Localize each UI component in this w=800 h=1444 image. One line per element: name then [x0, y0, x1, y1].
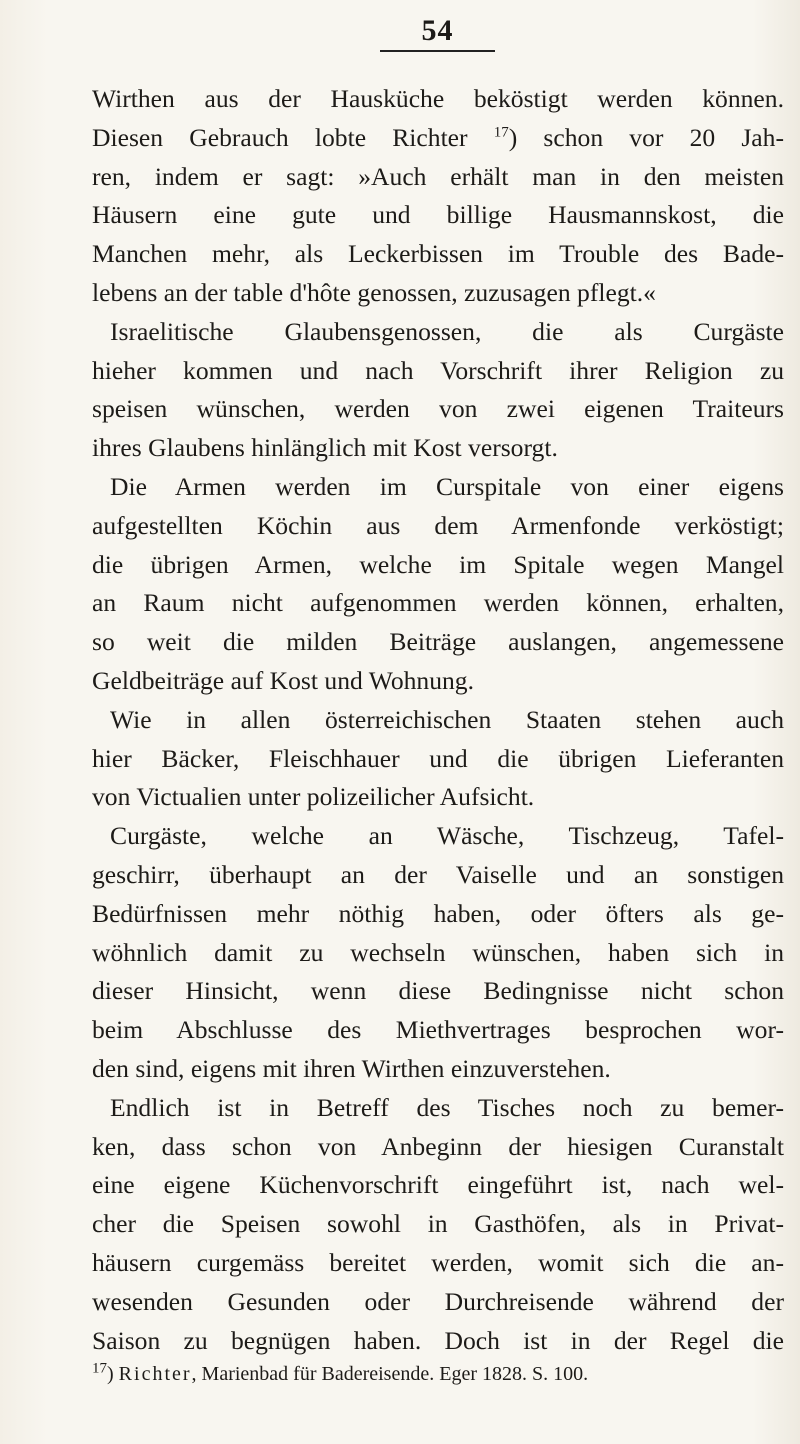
line-text: lebens an der table d'hôte genossen, zuzusagen pflegt.«	[92, 277, 656, 307]
text-line	[92, 623, 784, 662]
body-text	[92, 80, 784, 1360]
line-text: geschirr, überhaupt an der Vaiselle und an sonstigen	[92, 859, 784, 889]
text-line	[92, 1283, 784, 1322]
text-line	[92, 740, 784, 779]
line-text: hieher kommen und nach Vorschrift ihrer Religion zu	[92, 355, 784, 385]
text-line	[92, 1050, 784, 1089]
line-text: beim Abschlusse des Miethvertrages besprochen wor-	[92, 1015, 784, 1045]
line-text: Wirthen aus der Hausküche beköstigt werden können.	[92, 84, 784, 113]
line-text: eine eigene Küchenvorschrift eingeführt ist, nach wel-	[92, 1170, 784, 1200]
text-line	[92, 1205, 784, 1244]
text-line	[92, 1322, 784, 1361]
text-line	[92, 584, 784, 623]
line-text: Diesen Gebrauch lobte Richter	[92, 122, 494, 152]
text-line	[92, 119, 784, 158]
line-text: Manchen mehr, als Leckerbissen im Trouble des Bade-	[92, 239, 784, 269]
line-text: aufgestellten Köchin aus dem Armenfonde verköstigt;	[92, 510, 784, 540]
line-text: so weit die milden Beiträge auslangen, angemessene	[92, 627, 784, 657]
text-line	[92, 274, 784, 313]
text-line	[92, 507, 784, 546]
line-text: die übrigen Armen, welche im Spitale wegen Mangel	[92, 549, 784, 579]
line-text: Häusern eine gute und billige Hausmannskost, die	[92, 200, 784, 230]
text-line	[92, 546, 784, 585]
line-text: an Raum nicht aufgenommen werden können, erhalten,	[92, 588, 784, 618]
line-text: Wie in allen österreichischen Staaten stehen auch	[110, 704, 784, 734]
footnote-text: , Marienbad für Badereisende. Eger 1828. S. 100.	[191, 1363, 589, 1385]
text-line	[92, 390, 784, 429]
text-line	[92, 80, 784, 119]
text-line	[92, 429, 784, 468]
text-line	[92, 817, 784, 856]
line-text: speisen wünschen, werden von zwei eigenen Traiteurs	[92, 394, 784, 424]
line-text: cher die Speisen sowohl in Gasthöfen, als in Privat-	[92, 1209, 784, 1239]
line-text: Israelitische Glaubensgenossen, die als Curgäste	[110, 316, 784, 346]
text-line	[92, 895, 784, 934]
footnote-paren: )	[107, 1363, 114, 1385]
text-line	[92, 1128, 784, 1167]
page-header	[380, 14, 495, 52]
line-text-continued: ) schon vor 20 Jah-	[508, 122, 784, 152]
text-line	[92, 1089, 784, 1128]
text-line	[92, 701, 784, 740]
text-line	[92, 934, 784, 973]
line-text: Die Armen werden im Curspitale von einer eigens	[110, 471, 784, 501]
text-line	[92, 972, 784, 1011]
page-number: 54	[421, 14, 454, 47]
line-text: von Victualien unter polizeilicher Aufsicht.	[92, 782, 535, 812]
line-text: Bedürfnissen mehr nöthig haben, oder öfters als ge-	[92, 898, 784, 928]
line-text: Geldbeiträge auf Kost und Wohnung.	[92, 665, 475, 695]
footnote-author: Richter	[118, 1363, 192, 1385]
text-line	[92, 662, 784, 701]
text-line	[92, 196, 784, 235]
line-text: Saison zu begnügen haben. Doch ist in der Regel die	[92, 1325, 784, 1355]
text-line	[92, 468, 784, 507]
text-line	[92, 1011, 784, 1050]
footnote	[92, 1360, 784, 1388]
footnote-marker: 17	[92, 1360, 107, 1377]
line-text: wesenden Gesunden oder Durchreisende während der	[92, 1286, 784, 1316]
line-text: den sind, eigens mit ihren Wirthen einzuverstehen.	[92, 1053, 611, 1083]
text-line	[92, 235, 784, 274]
text-line	[92, 1166, 784, 1205]
text-line	[92, 352, 784, 391]
line-text: ken, dass schon von Anbeginn der hiesigen Curanstalt	[92, 1131, 784, 1161]
line-text: Endlich ist in Betreff des Tisches noch zu bemer-	[110, 1092, 784, 1122]
footnote-reference: 17	[493, 124, 509, 141]
line-text: dieser Hinsicht, wenn diese Bedingnisse nicht schon	[92, 976, 784, 1006]
text-line	[92, 778, 784, 817]
line-text: wöhnlich damit zu wechseln wünschen, haben sich in	[92, 937, 784, 967]
line-text: ihres Glaubens hinlänglich mit Kost versorgt.	[92, 433, 558, 463]
text-line	[92, 1244, 784, 1283]
text-line	[92, 158, 784, 197]
text-line	[92, 313, 784, 352]
line-text: häusern curgemäss bereitet werden, womit sich die an-	[92, 1247, 784, 1277]
text-line	[92, 856, 784, 895]
line-text: Curgäste, welche an Wäsche, Tischzeug, Tafel-	[110, 821, 784, 851]
line-text: hier Bäcker, Fleischhauer und die übrigen Lieferanten	[92, 743, 784, 773]
header-rule	[380, 50, 495, 52]
line-text: ren, indem er sagt: »Auch erhält man in den meisten	[92, 161, 784, 191]
